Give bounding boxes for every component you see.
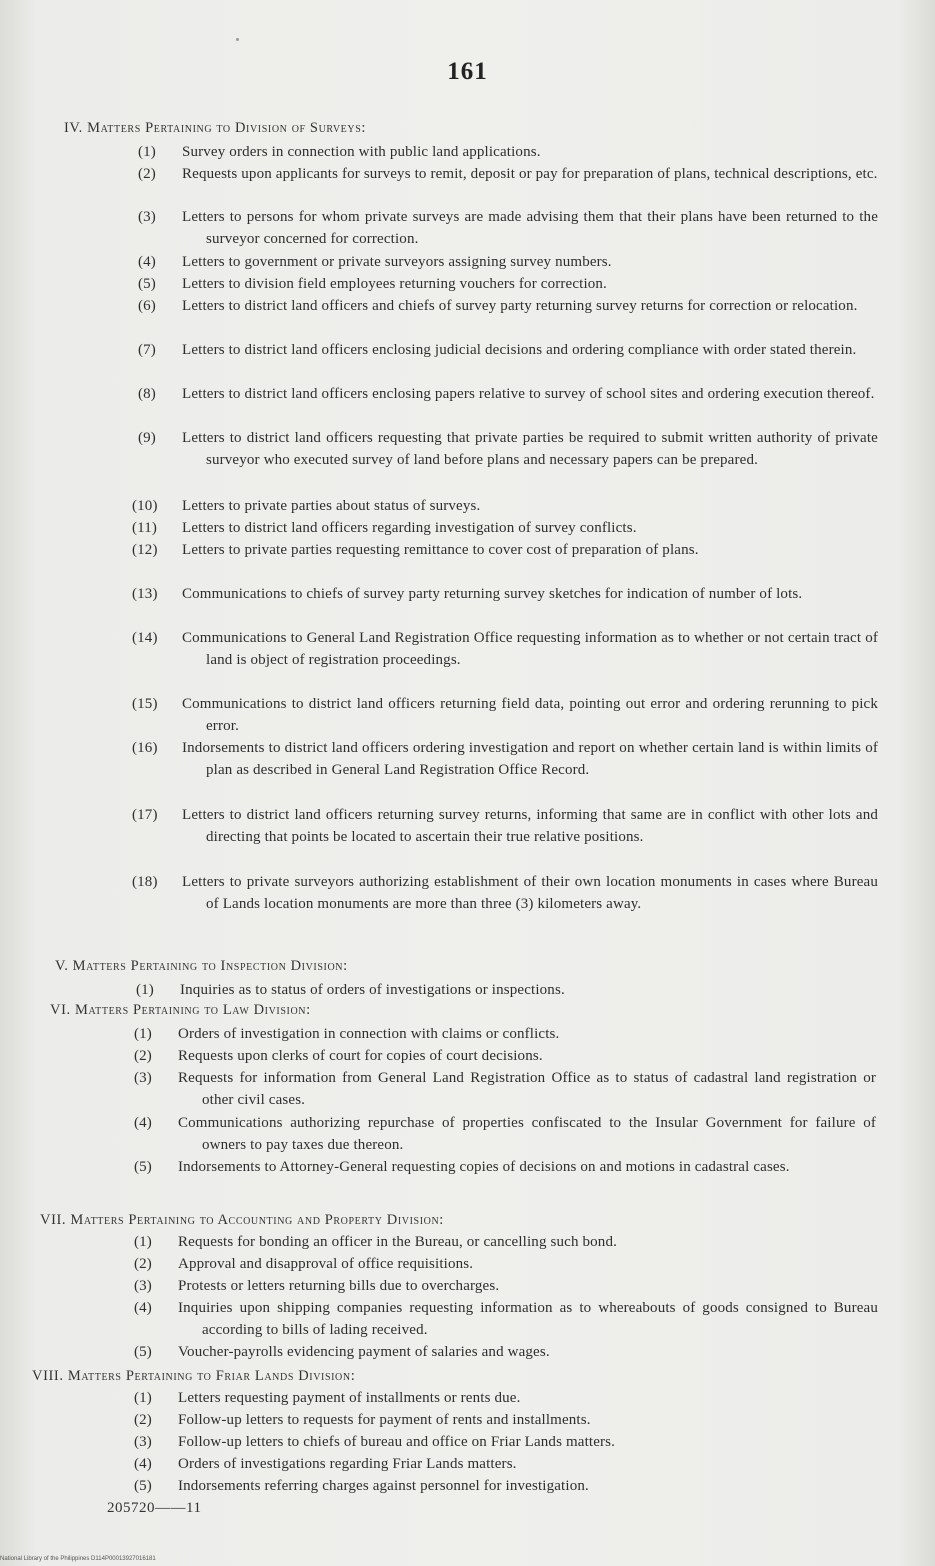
section-numeral: VI. (50, 1002, 71, 1018)
section-title: Matters Pertaining to Division of Surveys: (87, 120, 366, 136)
item-text: Voucher-payrolls evidencing payment of salaries and wages. (178, 1344, 550, 1360)
list-item (132, 628, 878, 671)
section-heading (40, 1212, 444, 1229)
item-text: Letters to private parties about status of surveys. (182, 498, 481, 514)
list-item (134, 1388, 878, 1410)
item-text: Communications authorizing repurchase of properties confiscated to the Insular Government for failure of owners to pay taxes due thereon. (178, 1115, 876, 1153)
section-heading (55, 958, 348, 975)
section-numeral: IV. (64, 120, 83, 136)
list-item (134, 1232, 878, 1254)
list-item (138, 384, 878, 406)
item-number: (1) (136, 982, 154, 998)
scan-speck (236, 38, 239, 41)
item-number: (5) (138, 276, 156, 292)
list-item (138, 428, 878, 471)
list-item (132, 584, 878, 606)
list-item (136, 980, 876, 1002)
item-text: Letters to private surveyors authorizing establishment of their own location monuments in cases where Bureau of Lands location monuments are more than three (3) kilometers away. (182, 874, 878, 912)
item-text: Requests upon applicants for surveys to remit, deposit or pay for preparation of plans, technical descriptions, etc. (182, 166, 878, 182)
item-number: (3) (134, 1070, 152, 1086)
section-title: Matters Pertaining to Friar Lands Division: (67, 1368, 356, 1384)
item-number: (7) (138, 342, 156, 358)
section-heading (64, 120, 366, 137)
footer-signature: 205720——11 (107, 1500, 202, 1516)
item-text: Letters to private parties requesting remittance to cover cost of preparation of plans. (182, 542, 699, 558)
list-item (134, 1046, 876, 1068)
list-item (132, 805, 878, 848)
item-text: Letters to district land officers regarding investigation of survey conflicts. (182, 520, 637, 536)
list-item (134, 1276, 878, 1298)
list-item (132, 694, 878, 737)
item-text: Requests for information from General Land Registration Office as to status of cadastral land registration or other civil cases. (178, 1070, 876, 1108)
list-item (138, 274, 878, 296)
item-number: (8) (138, 386, 156, 402)
item-text: Communications to chiefs of survey party returning survey sketches for indication of number of lots. (182, 586, 803, 602)
item-number: (11) (132, 520, 158, 536)
item-text: Orders of investigation in connection with claims or conflicts. (178, 1026, 560, 1042)
library-strip: National Library of the Philippines D114P00013927016181 (0, 1556, 156, 1562)
list-item (138, 252, 878, 274)
item-text: Requests for bonding an officer in the Bureau, or cancelling such bond. (178, 1234, 618, 1250)
list-item (138, 296, 878, 318)
item-number: (2) (138, 166, 156, 182)
item-text: Letters to district land officers requesting that private parties be required to submit written authority of private surveyor who executed survey of land before plans and necessary papers can be prepared. (182, 430, 878, 468)
list-item (134, 1454, 878, 1476)
item-text: Inquiries as to status of orders of investigations or inspections. (180, 982, 565, 998)
item-text: Indorsements referring charges against personnel for investigation. (178, 1478, 589, 1494)
item-number: (3) (138, 209, 156, 225)
list-item (132, 872, 878, 915)
list-item (138, 207, 878, 250)
item-text: Communications to General Land Registration Office requesting information as to whether or not certain tract of land is object of registration proceedings. (182, 630, 878, 668)
section-title: Matters Pertaining to Inspection Division: (72, 958, 348, 974)
item-number: (2) (134, 1048, 152, 1064)
item-number: (1) (134, 1234, 152, 1250)
item-text: Letters to district land officers returning survey returns, informing that same are in conflict with other lots and directing that points be located to ascertain their true relative positions. (182, 807, 878, 845)
list-item (134, 1157, 876, 1179)
item-number: (4) (134, 1300, 152, 1316)
list-item (134, 1410, 878, 1432)
item-number: (15) (132, 696, 158, 712)
item-text: Letters to persons for whom private surveys are made advising them that their plans have been returned to the surveyor concerned for correction. (182, 209, 878, 247)
item-number: (1) (134, 1390, 152, 1406)
item-number: (12) (132, 542, 158, 558)
item-text: Letters to division field employees returning vouchers for correction. (182, 276, 607, 292)
item-text: Inquiries upon shipping companies requesting information as to whereabouts of goods consigned to Bureau according to bills of lading received. (178, 1300, 878, 1338)
item-text: Indorsements to district land officers ordering investigation and report on whether certain land is within limits of plan as described in General Land Registration Office Record. (182, 740, 878, 778)
item-number: (9) (138, 430, 156, 446)
item-number: (3) (134, 1434, 152, 1450)
item-number: (18) (132, 874, 158, 890)
list-item (132, 496, 878, 518)
list-item (134, 1113, 876, 1156)
item-text: Requests upon clerks of court for copies of court decisions. (178, 1048, 543, 1064)
list-item (134, 1432, 878, 1454)
list-item (138, 164, 878, 186)
list-item (134, 1298, 878, 1341)
item-text: Approval and disapproval of office requisitions. (178, 1256, 474, 1272)
list-item (132, 518, 878, 540)
item-number: (3) (134, 1278, 152, 1294)
item-number: (17) (132, 807, 158, 823)
item-number: (1) (134, 1026, 152, 1042)
section-heading (50, 1002, 311, 1019)
item-text: Letters to district land officers and chiefs of survey party returning survey returns for correction or relocation. (182, 298, 858, 314)
list-item (138, 142, 878, 164)
item-text: Letters to district land officers enclosing papers relative to survey of school sites and ordering execution thereof. (182, 386, 875, 402)
item-number: (4) (134, 1115, 152, 1131)
item-number: (2) (134, 1412, 152, 1428)
item-text: Follow-up letters to chiefs of bureau and office on Friar Lands matters. (178, 1434, 616, 1450)
item-text: Letters requesting payment of installments or rents due. (178, 1390, 521, 1406)
list-item (132, 540, 878, 562)
item-number: (5) (134, 1478, 152, 1494)
list-item (134, 1254, 878, 1276)
item-text: Communications to district land officers returning field data, pointing out error and ordering rerunning to pick error. (182, 696, 878, 734)
list-item (134, 1068, 876, 1111)
item-number: (4) (134, 1456, 152, 1472)
item-number: (10) (132, 498, 158, 514)
item-text: Orders of investigations regarding Friar Lands matters. (178, 1456, 517, 1472)
section-title: Matters Pertaining to Accounting and Property Division: (70, 1212, 444, 1228)
item-text: Protests or letters returning bills due to overcharges. (178, 1278, 500, 1294)
item-number: (1) (138, 144, 156, 160)
list-item (134, 1342, 878, 1364)
item-text: Letters to district land officers enclosing judicial decisions and ordering compliance with order stated therein. (182, 342, 857, 358)
section-numeral: V. (55, 958, 69, 974)
item-number: (5) (134, 1159, 152, 1175)
item-number: (13) (132, 586, 158, 602)
section-heading (32, 1368, 355, 1385)
list-item (134, 1476, 878, 1498)
item-text: Follow-up letters to requests for payment of rents and installments. (178, 1412, 591, 1428)
item-text: Indorsements to Attorney-General requesting copies of decisions on and motions in cadastral cases. (178, 1159, 790, 1175)
item-number: (4) (138, 254, 156, 270)
item-number: (16) (132, 740, 158, 756)
list-item (138, 340, 878, 362)
section-numeral: VII. (40, 1212, 67, 1228)
item-text: Letters to government or private surveyors assigning survey numbers. (182, 254, 612, 270)
section-title: Matters Pertaining to Law Division: (74, 1002, 311, 1018)
page-number: 161 (447, 58, 488, 85)
item-number: (14) (132, 630, 158, 646)
item-number: (5) (134, 1344, 152, 1360)
list-item (132, 738, 878, 781)
item-number: (6) (138, 298, 156, 314)
item-text: Survey orders in connection with public land applications. (182, 144, 541, 160)
section-numeral: VIII. (32, 1368, 64, 1384)
item-number: (2) (134, 1256, 152, 1272)
list-item (134, 1024, 876, 1046)
